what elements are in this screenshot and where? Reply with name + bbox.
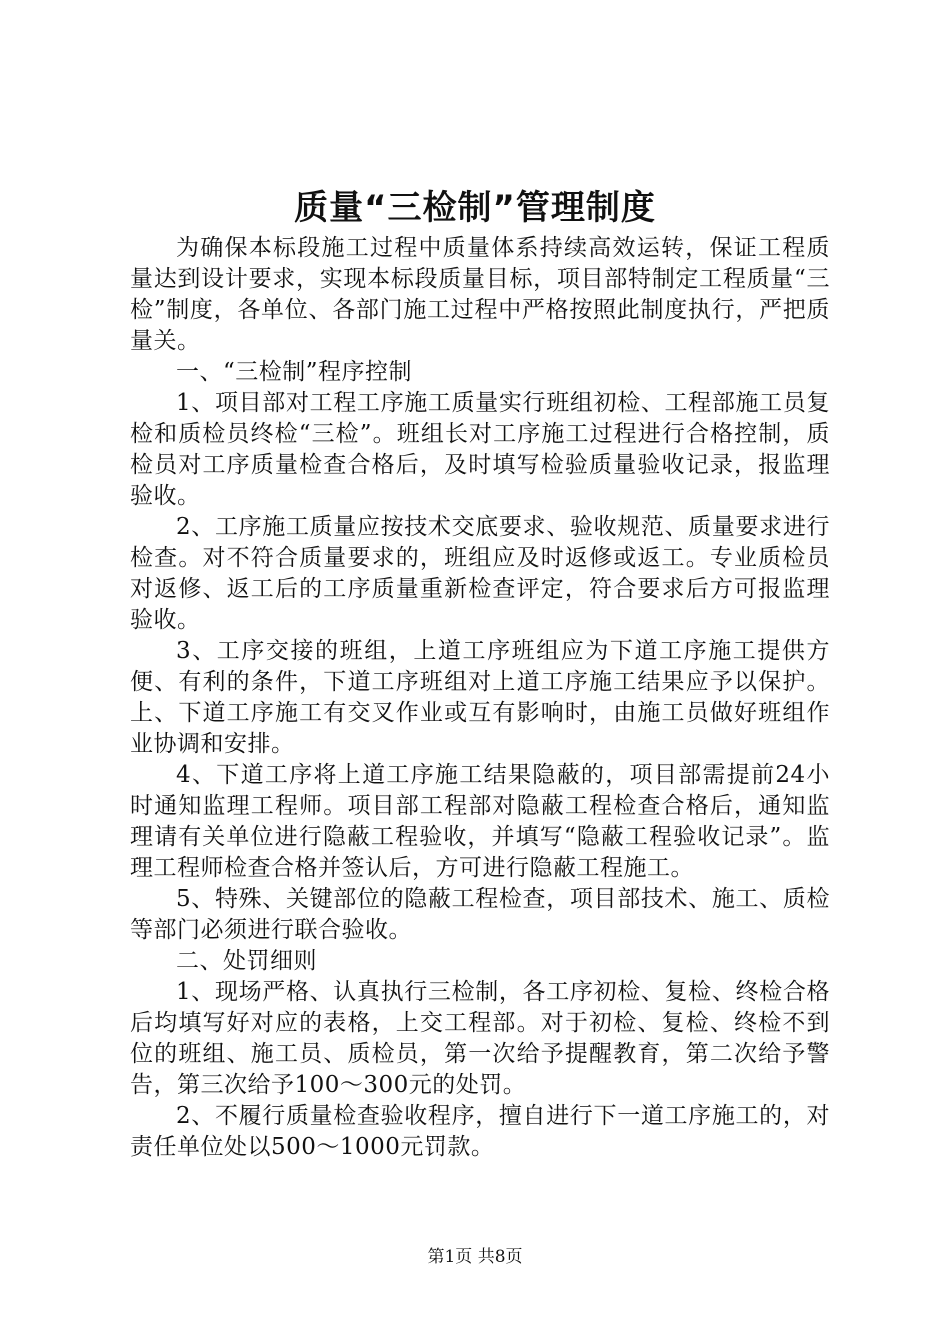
penalty-item-2: 2、不履行质量检查验收程序，擅自进行下一道工序施工的，对责任单位处以500～1000元罚款。 [130, 1103, 830, 1160]
intro-paragraph: 为确保本标段施工过程中质量体系持续高效运转，保证工程质量达到设计要求，实现本标段质量目标，项目部特制定工程质量“三检”制度，各单位、各部门施工过程中严格按照此制度执行，严把质量关。 [130, 235, 830, 354]
penalty-item-1: 1、现场严格、认真执行三检制，各工序初检、复检、终检合格后均填写好对应的表格，上交工程部。对于初检、复检、终检不到位的班组、施工员、质检员，第一次给予提醒教育，第二次给予警告，第三次给予100～300元的处罚。 [130, 979, 830, 1098]
page-number-footer: 第1页 共8页 [427, 1247, 523, 1267]
procedure-item-2: 2、工序施工质量应按技术交底要求、验收规范、质量要求进行检查。对不符合质量要求的，班组应及时返修或返工。专业质检员对返修、返工后的工序质量重新检查评定，符合要求后方可报监理验收。 [130, 514, 830, 633]
procedure-item-5: 5、特殊、关键部位的隐蔽工程检查，项目部技术、施工、质检等部门必须进行联合验收。 [130, 886, 830, 943]
section-heading-procedure: 一、“三检制”程序控制 [176, 359, 413, 385]
document-body [130, 233, 830, 1163]
page-title: 质量“三检制”管理制度 [294, 188, 656, 228]
section-heading-penalty: 二、处罚细则 [176, 948, 317, 974]
procedure-item-4: 4、下道工序将上道工序施工结果隐蔽的，项目部需提前24小时通知监理工程师。项目部工程部对隐蔽工程检查合格后，通知监理请有关单位进行隐蔽工程验收，并填写“隐蔽工程验收记录”。监理工程师检查合格并签认后，方可进行隐蔽工程施工。 [130, 762, 830, 881]
procedure-item-3: 3、工序交接的班组，上道工序班组应为下道工序施工提供方便、有利的条件，下道工序班组对上道工序施工结果应予以保护。上、下道工序施工有交叉作业或互有影响时，由施工员做好班组作业协调和安排。 [130, 638, 830, 757]
procedure-item-1: 1、项目部对工程工序施工质量实行班组初检、工程部施工员复检和质检员终检“三检”。班组长对工序施工过程进行合格控制，质检员对工序质量检查合格后，及时填写检验质量验收记录，报监理验收。 [130, 390, 830, 509]
